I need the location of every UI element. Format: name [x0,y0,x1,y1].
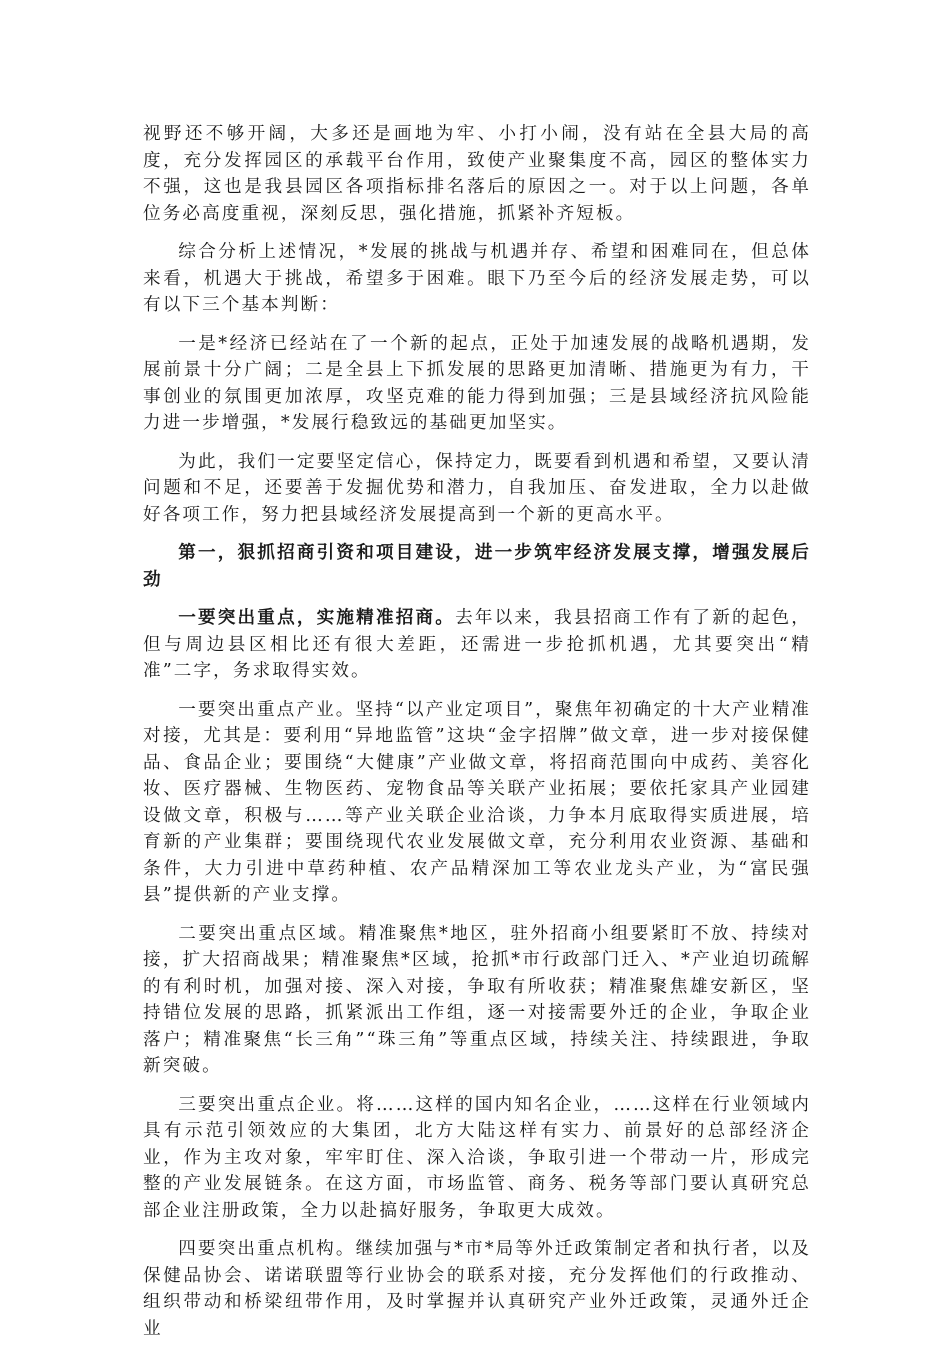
paragraph-overall-analysis: 综合分析上述情况，*发展的挑战与机遇并存、希望和困难同在，但总体来看，机遇大于挑战，希望多于困难。眼下乃至今后的经济发展走势，可以有以下三个基本判断： [143,242,811,315]
document-page [143,121,811,1354]
paragraph-key-enterprises: 三要突出重点企业。将……这样的国内知名企业，……这样在行业领域内具有示范引领效应的大集团，北方大陆这样有实力、前景好的总部经济企业，作为主攻对象，牢牢盯住、深入洽谈，争取引进一个带动一片，形成完整的产业发展链条。在这方面，市场监管、商务、税务等部门要认真研究总部企业注册政策，全力以赴搞好服务，争取更大成效。 [143,1094,811,1221]
paragraph-three-judgments: 一是*经济已经站在了一个新的起点，正处于加速发展的战略机遇期，发展前景十分广阔；二是全县上下抓发展的思路更加清晰、措施更为有力，干事创业的氛围更加浓厚，攻坚克难的能力得到加强；三是县域经济抗风险能力进一步增强，*发展行稳致远的基础更加坚实。 [143,333,811,433]
paragraph-key-institutions: 四要突出重点机构。继续加强与*市*局等外迁政策制定者和执行者，以及保健品协会、诺诺联盟等行业协会的联系对接，充分发挥他们的行政推动、组织带动和桥梁纽带作用，及时掌握并认真研究产业外迁政策，灵通外迁企业 [143,1239,811,1339]
paragraph-key-industries: 一要突出重点产业。坚持“以产业定项目”，聚焦年初确定的十大产业精准对接，尤其是：要利用“异地监管”这块“金字招牌”做文章，进一步对接保健品、食品企业；要围绕“大健康”产业做文章，将招商范围向中成药、美容化妆、医疗器械、生物医药、宠物食品等关联产业拓展；要依托家具产业园建设做文章，积极与……等产业关联企业洽谈，力争本月底取得实质进展，培育新的产业集群；要围绕现代农业发展做文章，充分利用农业资源、基础和条件，大力引进中草药种植、农产品精深加工等农业龙头产业，为“富民强县”提供新的产业支撑。 [143,699,811,905]
section-heading-first: 第一，狠抓招商引资和项目建设，进一步筑牢经济发展支撑，增强发展后劲 [143,542,811,590]
paragraph-body: 去年以来，我县招商工作有了新的起色，但与周边县区相比还有很大差距，还需进一步抢抓机遇，尤其要突出“精准”二字，务求取得实效。 [143,608,811,681]
paragraph-confidence: 为此，我们一定要坚定信心，保持定力，既要看到机遇和希望，又要认清问题和不足，还要善于发掘优势和潜力，自我加压、奋发进取，全力以赴做好各项工作，努力把县域经济发展提高到一个新的更高水平。 [143,451,811,525]
paragraph-lead-bold: 一要突出重点，实施精准招商。 [178,607,456,628]
paragraph-key-regions: 二要突出重点区域。精准聚焦*地区，驻外招商小组要紧盯不放、持续对接，扩大招商战果；精准聚焦*区域，抢抓*市行政部门迁入、*产业迫切疏解的有利时机，加强对接、深入对接，争取有所收获；精准聚焦雄安新区，坚持错位发展的思路，抓紧派出工作组，逐一对接需要外迁的企业，争取企业落户；精准聚焦“长三角”“珠三角”等重点区域，持续关注、持续跟进，争取新突破。 [143,923,811,1076]
paragraph-precise-investment [143,605,811,685]
paragraph-continuation: 视野还不够开阔，大多还是画地为牢、小打小闹，没有站在全县大局的高度，充分发挥园区的承载平台作用，致使产业聚集度不高，园区的整体实力不强，这也是我县园区各项指标排名落后的原因之一。对于以上问题，各单位务必高度重视，深刻反思，强化措施，抓紧补齐短板。 [143,124,811,224]
